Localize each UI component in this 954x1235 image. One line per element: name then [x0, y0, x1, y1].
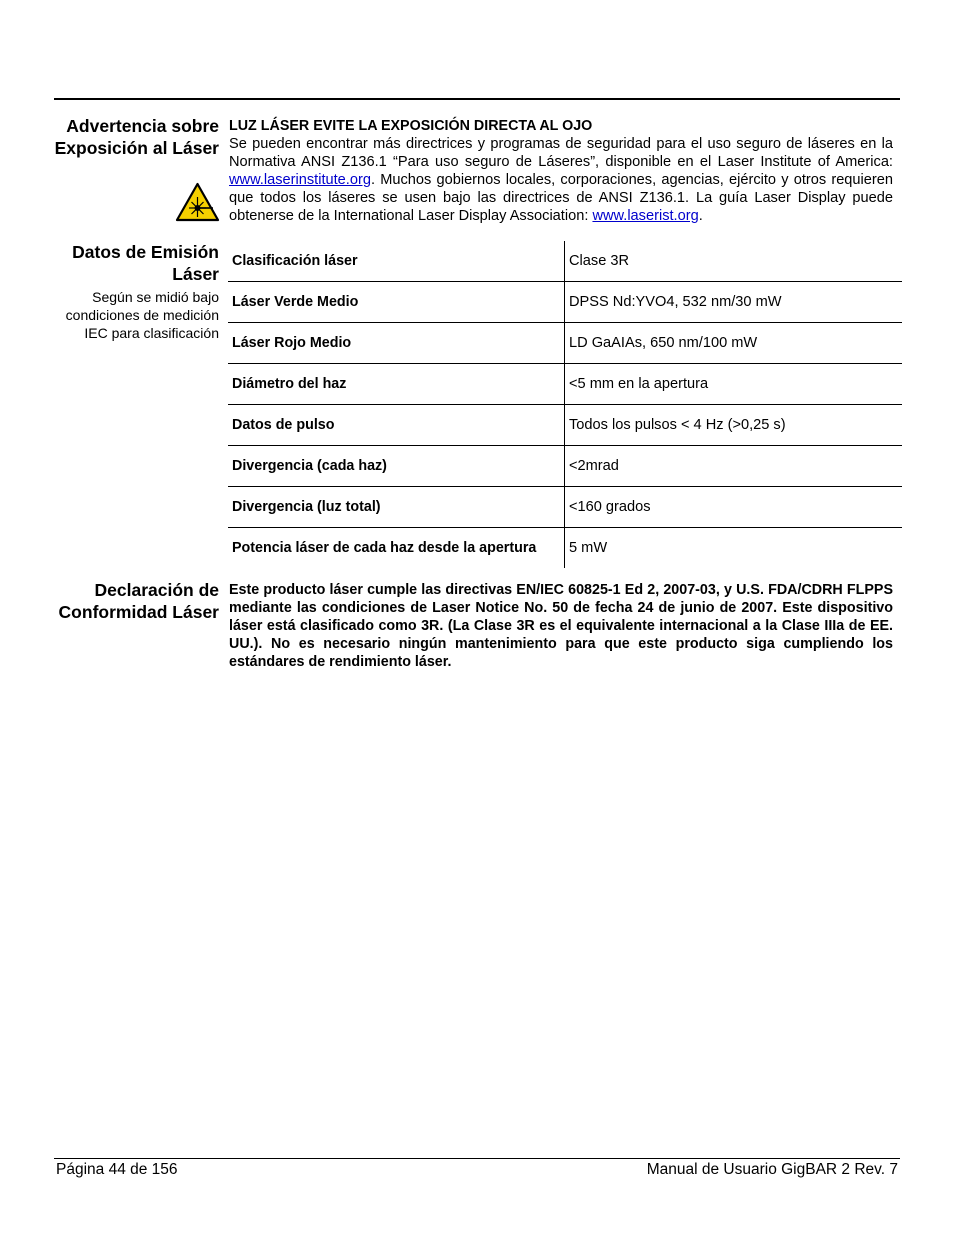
emission-section-title: Datos de Emisión Láser [72, 242, 219, 284]
table-row [228, 487, 902, 528]
row-value: DPSS Nd:YVO4, 532 nm/30 mW [565, 282, 903, 323]
row-value: <160 grados [565, 487, 903, 528]
row-value: 5 mW [565, 528, 903, 569]
footer-page-number: Página 44 de 156 [56, 1161, 178, 1178]
row-value: LD GaAIAs, 650 nm/100 mW [565, 323, 903, 364]
laserinstitute-link[interactable]: www.laserinstitute.org [229, 172, 371, 188]
footer-manual-title: Manual de Usuario GigBAR 2 Rev. 7 [646, 1161, 898, 1178]
warning-text-2: . Muchos gobiernos locales, corporaciones, agencias, ejército y otros requieren que todos los láseres se usen bajo las directrices de ANSI Z136.1. La guía Laser Display puede obtenerse de la International Laser Display Association: [229, 172, 893, 224]
row-label: Potencia láser de cada haz desde la apertura [228, 528, 565, 569]
row-label: Datos de pulso [228, 405, 565, 446]
table-row [228, 241, 902, 282]
row-label: Divergencia (cada haz) [228, 446, 565, 487]
laser-warning-icon [175, 182, 220, 222]
warning-headline: LUZ LÁSER EVITE LA EXPOSICIÓN DIRECTA AL OJO [229, 118, 593, 134]
row-label: Divergencia (luz total) [228, 487, 565, 528]
warning-section-body [229, 117, 893, 225]
row-value: <2mrad [565, 446, 903, 487]
warning-section-title: Advertencia sobre Exposición al Láser [54, 116, 219, 158]
table-row [228, 323, 902, 364]
table-row [228, 364, 902, 405]
table-row [228, 446, 902, 487]
row-value: <5 mm en la apertura [565, 364, 903, 405]
table-row [228, 528, 902, 569]
conformity-paragraph: Este producto láser cumple las directivas EN/IEC 60825-1 Ed 2, 2007-03, y U.S. FDA/CDRH FLPPS mediante las condiciones de Laser Notice No. 50 de fecha 24 de junio de 2007. Este dispositivo láser está clasificado como 3R. (La Clase 3R es el equivalente internacional a la Clase IIIa de EE. UU.). No es necesario ningún mantenimiento para que este producto siga cumpliendo los estándares de rendimiento láser. [229, 582, 893, 670]
warning-text-3: . [698, 208, 703, 224]
row-label: Clasificación láser [232, 253, 358, 269]
emission-data-table [228, 241, 902, 568]
warning-text-1: Se pueden encontrar más directrices y programas de seguridad para el uso seguro de láseres en la Normativa ANSI Z136.1 “Para uso seguro de Láseres”, disponible en el Laser Institute of America: [229, 136, 893, 170]
warning-paragraph [229, 135, 893, 225]
row-value: Clase 3R [565, 241, 903, 282]
laserist-link[interactable]: www.laserist.org [592, 208, 699, 224]
footer-rule [54, 1158, 900, 1159]
table-row [228, 282, 902, 323]
table-row [228, 405, 902, 446]
row-label: Láser Verde Medio [228, 282, 565, 323]
row-label: Láser Rojo Medio [228, 323, 565, 364]
conformity-section-title: Declaración de Conformidad Láser [58, 580, 219, 622]
row-label: Diámetro del haz [228, 364, 565, 405]
row-value: Todos los pulsos < 4 Hz (>0,25 s) [565, 405, 903, 446]
emission-section-subtitle: Según se midió bajo condiciones de medición IEC para clasificación [65, 289, 219, 341]
top-rule [54, 98, 900, 100]
